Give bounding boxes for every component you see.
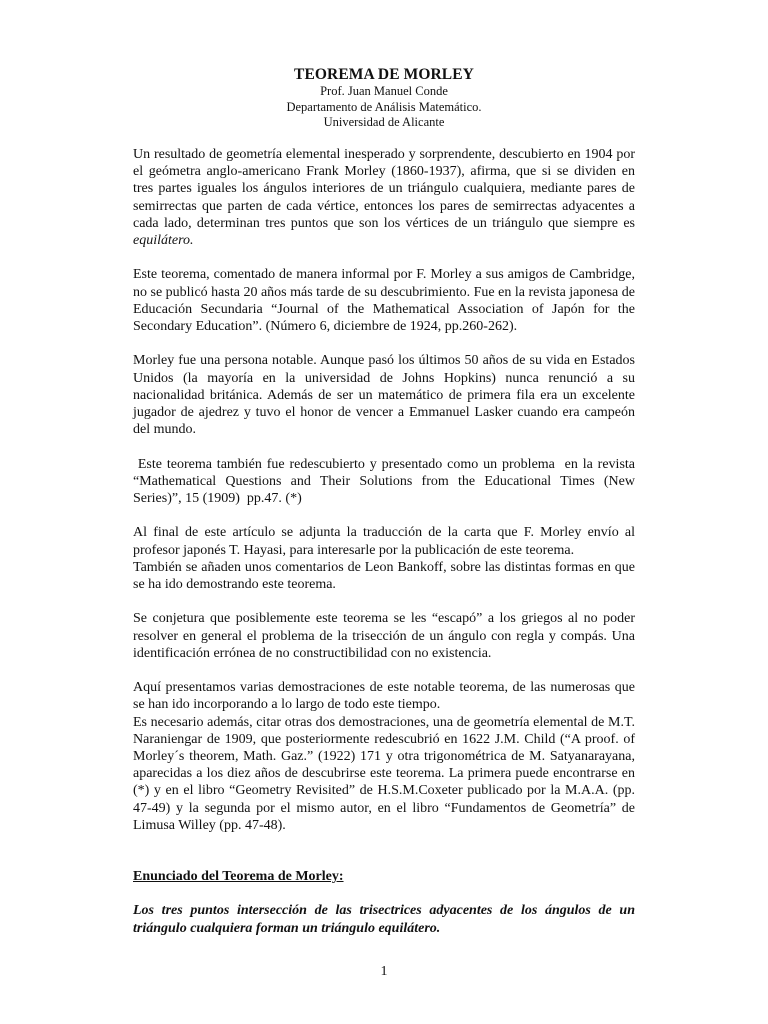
author-name: Prof. Juan Manuel Conde [320, 84, 448, 98]
page-number: 1 [380, 964, 388, 979]
university-name: Universidad de Alicante [323, 115, 445, 129]
paragraph-intro-italic: equilátero. [133, 233, 194, 249]
paragraph-greeks: Se conjetura que posiblemente este teorema se les “escapó” a los griegos al no poder resolver en general el problema de la trisección de un ángulo con regla y compás. Una identificación errónea de no constructibilidad con no existencia. [133, 611, 635, 661]
paragraph-other-proofs: Es necesario además, citar otras dos demostraciones, una de geometría elemental de M.T. Naraniengar de 1909, que posteriormente redescubrió en 1622 J.M. Child (“A proof. of Morley´s theorem, Math. Gaz.” (1922) 171 y otra trigonométrica de M. Satyanarayana, aparecidas a los diez años de descubrirse este teorema. La primera puede encontrarse en (*) y en el libro “Geometry Revisited” de H.S.M.Coxeter publicado por la M.A.A. (pp. 47-49) y la segunda por el mismo autor, en el libro “Fundamentos de Geometría” de Limusa Willey (pp. 47-48). [133, 714, 635, 833]
paragraph-intro [133, 146, 635, 249]
paragraph-morley-bio: Morley fue una persona notable. Aunque pasó los últimos 50 años de su vida en Estados Unidos (la mayoría en la universidad de Johns Hopkins) nunca renunció a su nacionalidad británica. Además de ser un matemático de primera fila era un excelente jugador de ajedrez y tuvo el honor de vencer a Emmanuel Lasker cuando era campeón del mundo. [133, 353, 635, 438]
document-header [0, 65, 768, 131]
paragraph-letter: Al final de este artículo se adjunta la traducción de la carta que F. Morley envío al profesor japonés T. Hayasi, para interesarle por la publicación de este teorema. [133, 525, 635, 558]
paragraph-rediscovery: Este teorema también fue redescubierto y presentado como un problema en la revista “Mathematical Questions and Their Solutions from the Educational Times (New Series)”, 15 (1909) pp.47. (*) [133, 456, 639, 507]
paragraph-demonstrations: Aquí presentamos varias demostraciones de este notable teorema, de las numerosas que se han ido incorporando a lo largo de todo este tiempo. [133, 680, 635, 713]
theorem-statement: Los tres puntos intersección de las trisectrices adyacentes de los ángulos de un triángulo cualquiera forman un triángulo equilátero. [133, 903, 635, 936]
section-heading: Enunciado del Teorema de Morley: [133, 869, 344, 885]
paragraph-intro-text: Un resultado de geometría elemental inesperado y sorprendente, descubierto en 1904 por el geómetra anglo-americano Frank Morley (1860-1937), afirma, que si se dividen en tres partes iguales los ángulos interiores de un triángulo cualquiera, mediante pares de semirrectas que parten de cada vértice, entonces los pares de semirrectas adyacentes a cada lado, determinan tres puntos que son los vértices de un triángulo que siempre es [133, 147, 635, 231]
department-name: Departamento de Análisis Matemático. [286, 99, 482, 114]
paragraph-publication: Este teorema, comentado de manera informal por F. Morley a sus amigos de Cambridge, no se publicó hasta 20 años más tarde de su descubrimiento. Fue en la revista japonesa de Educación Secundaria “Journal of the Mathematical Association of Japón for the Secondary Education”. (Número 6, diciembre de 1924, pp.260-262). [133, 267, 635, 335]
paragraph-bankoff: También se añaden unos comentarios de Leon Bankoff, sobre las distintas formas en que se ha ido demostrando este teorema. [133, 559, 635, 593]
document-body [133, 146, 639, 954]
document-title: TEOREMA DE MORLEY [294, 66, 474, 83]
